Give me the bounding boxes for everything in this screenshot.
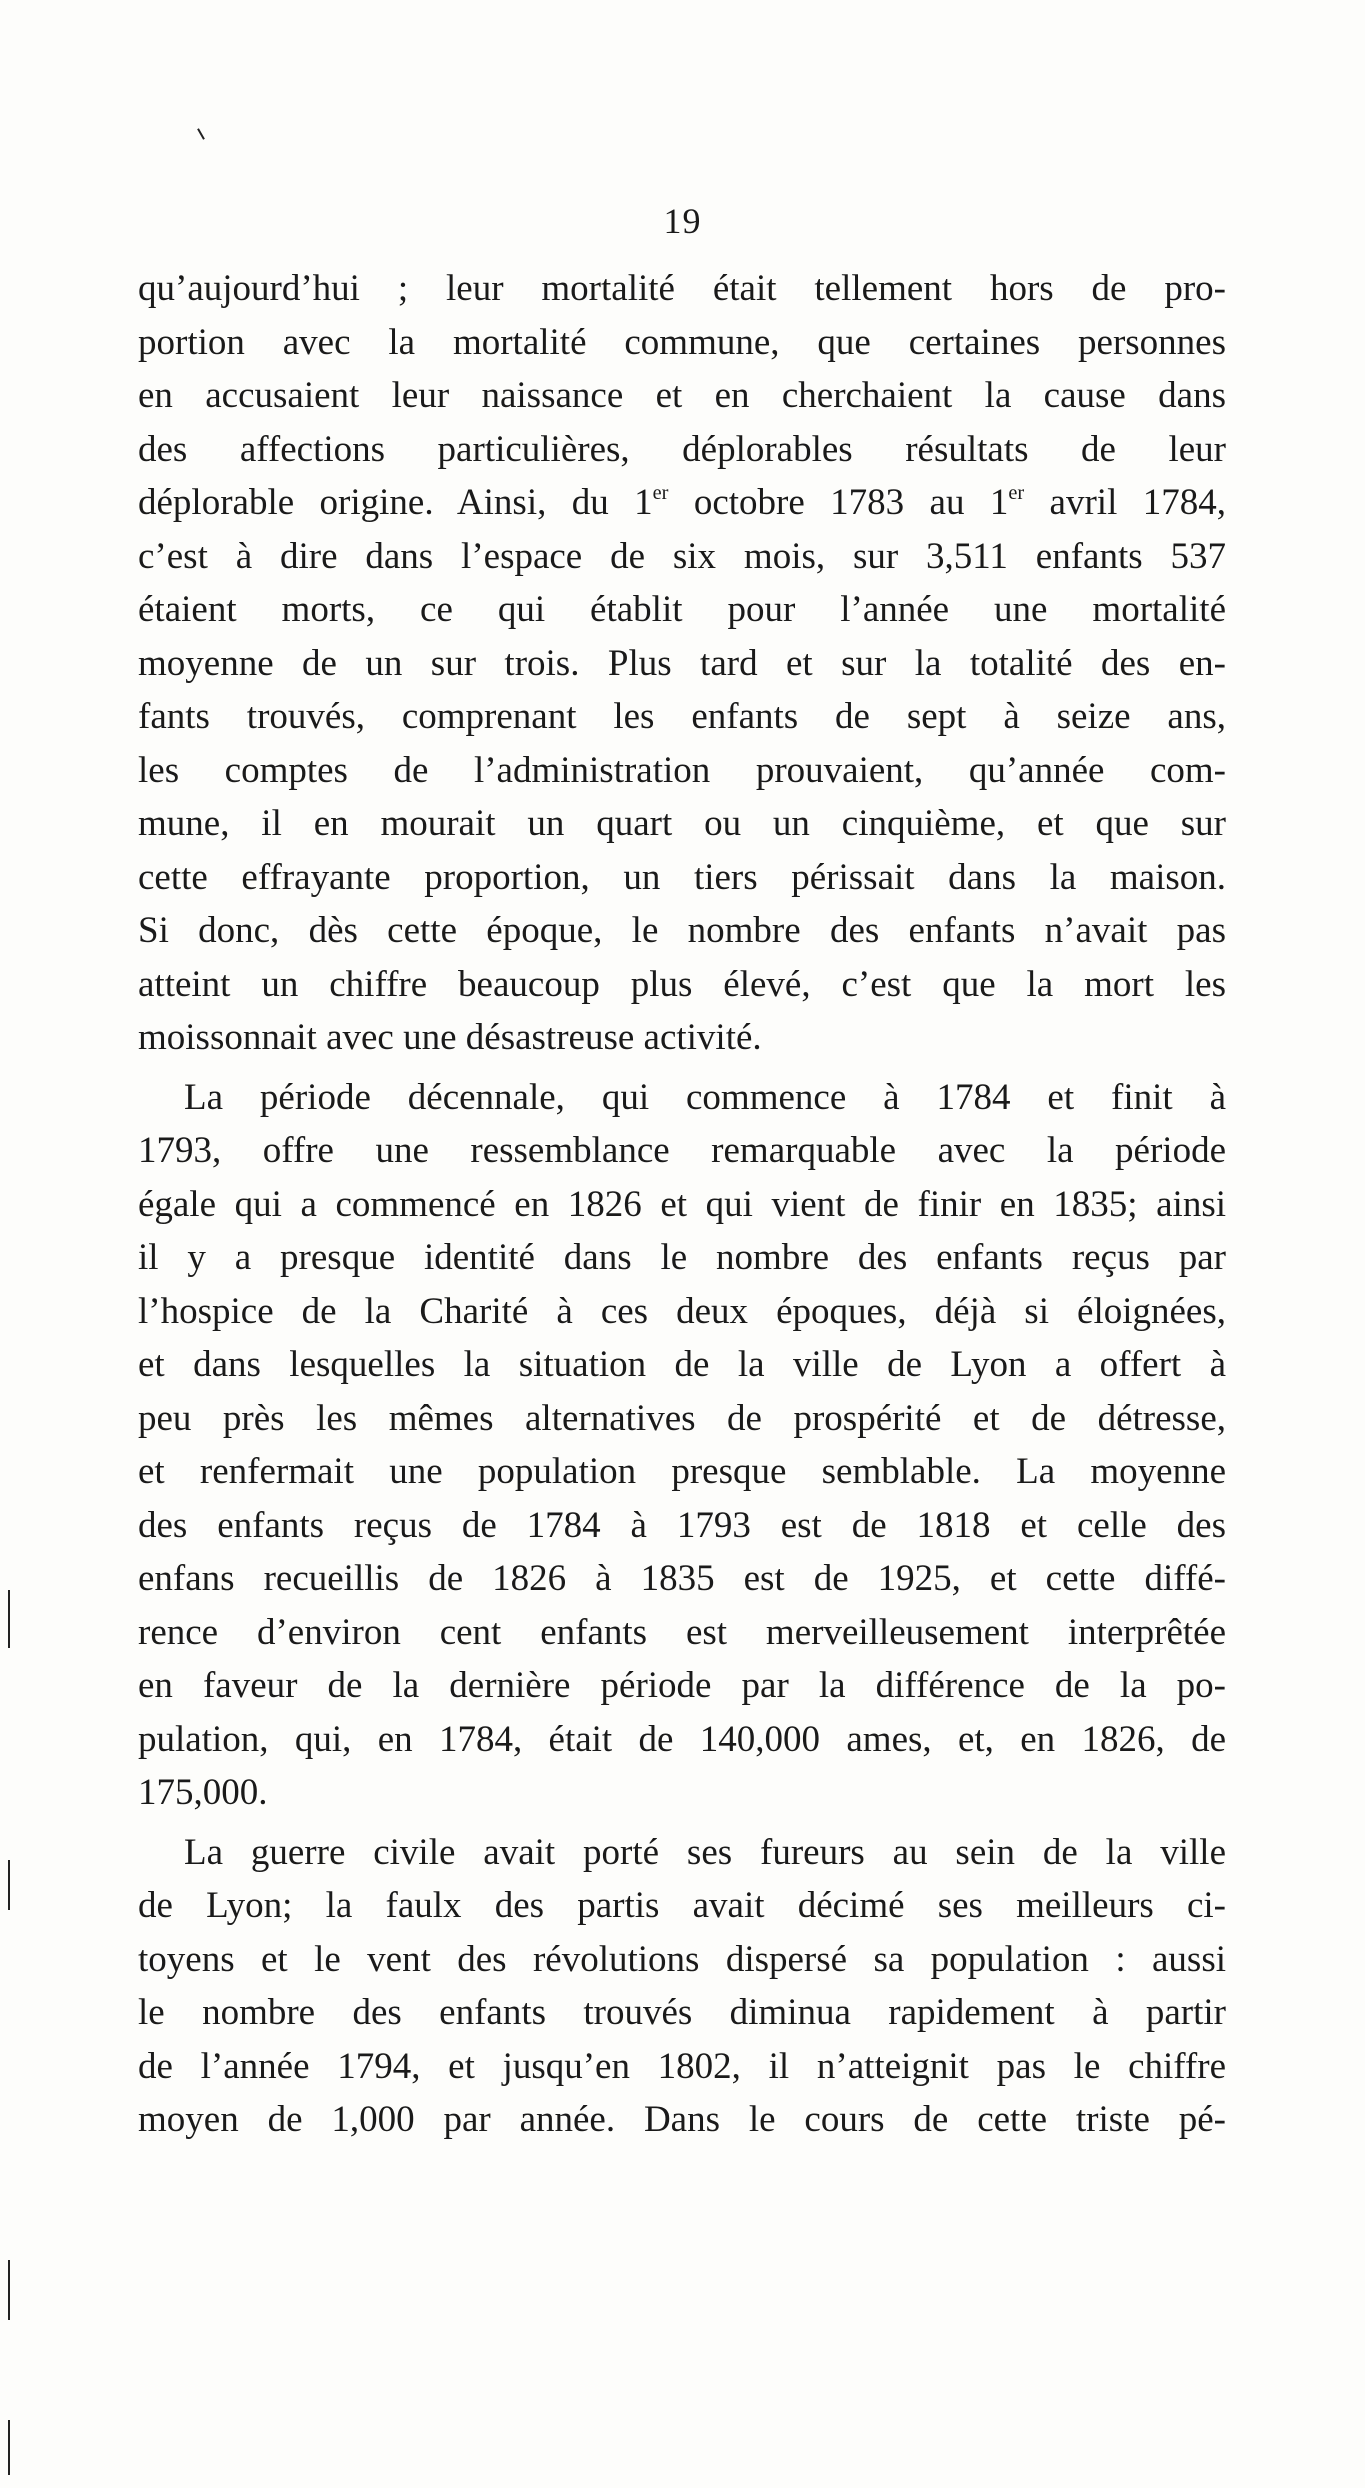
text-line: pulation, qui, en 1784, était de 140,000 ames, et, en 1826, de (138, 1718, 1226, 1760)
text-line: moissonnait avec une désastreuse activité. (138, 1017, 762, 1058)
text-line: qu’aujourd’hui ; leur mortalité était tellement hors de pro- (138, 268, 1226, 309)
superscript: er (1008, 481, 1025, 504)
scan-mark (8, 2420, 10, 2475)
text-line: égale qui a commencé en 1826 et qui vient de finir en 1835; ainsi (138, 1183, 1226, 1225)
text-line: toyens et le vent des révolutions dispersé sa population : aussi (138, 1938, 1226, 1980)
text-line: La guerre civile avait porté ses fureurs au sein de la ville (184, 1831, 1226, 1873)
text-line: en accusaient leur naissance et en cherchaient la cause dans (138, 375, 1226, 416)
text-line: des enfants reçus de 1784 à 1793 est de 1818 et celle des (138, 1504, 1226, 1546)
text-line: il y a presque identité dans le nombre des enfants reçus par (138, 1237, 1226, 1278)
line-segment: octobre 1783 au 1 (668, 482, 1009, 523)
body-text (138, 262, 1226, 2147)
text-line: Si donc, dès cette époque, le nombre des enfants n’avait pas (138, 910, 1226, 951)
text-line: mune, il en mourait un quart ou un cinquième, et que sur (138, 803, 1226, 844)
text-line: étaient morts, ce qui établit pour l’année une mortalité (138, 589, 1226, 630)
text-line: de Lyon; la faulx des partis avait décimé ses meilleurs ci- (138, 1885, 1226, 1926)
text-line: et dans lesquelles la situation de la ville de Lyon a offert à (138, 1344, 1226, 1385)
text-line-with-superscripts (138, 476, 1226, 530)
scan-mark (197, 128, 205, 139)
text-line: de l’année 1794, et jusqu’en 1802, il n’atteignit pas le chiffre (138, 2045, 1226, 2087)
text-line: rence d’environ cent enfants est merveilleusement interprêtée (138, 1611, 1226, 1653)
text-line: en faveur de la dernière période par la différence de la po- (138, 1665, 1226, 1706)
text-line: et renfermait une population presque semblable. La moyenne (138, 1451, 1226, 1492)
text-line: enfans recueillis de 1826 à 1835 est de 1925, et cette diffé- (138, 1558, 1226, 1599)
text-line: les comptes de l’administration prouvaient, qu’année com- (138, 749, 1226, 791)
page-number: 19 (663, 201, 702, 241)
line-segment: avril 1784, (1024, 482, 1226, 523)
text-line: moyen de 1,000 par année. Dans le cours de cette triste pé- (138, 2099, 1226, 2140)
text-line: portion avec la mortalité commune, que certaines personnes (138, 321, 1226, 363)
text-line: atteint un chiffre beaucoup plus élevé, c’est que la mort les (138, 963, 1226, 1005)
scan-mark (8, 1590, 10, 1648)
text-line: 1793, offre une ressemblance remarquable avec la période (138, 1130, 1226, 1171)
scan-mark (8, 2260, 10, 2320)
text-line: La période décennale, qui commence à 1784 et finit à (184, 1076, 1226, 1118)
scan-mark (8, 1860, 10, 1910)
text-line: 175,000. (138, 1772, 268, 1813)
text-line: peu près les mêmes alternatives de prospérité et de détresse, (138, 1397, 1226, 1439)
line-segment: déplorable origine. Ainsi, du 1 (138, 482, 653, 523)
text-line: fants trouvés, comprenant les enfants de sept à seize ans, (138, 696, 1226, 737)
text-line: moyenne de un sur trois. Plus tard et sur la totalité des en- (138, 642, 1226, 684)
text-line: des affections particulières, déplorables résultats de leur (138, 428, 1226, 470)
text-line: cette effrayante proportion, un tiers périssait dans la maison. (138, 856, 1226, 898)
text-line: le nombre des enfants trouvés diminua rapidement à partir (138, 1992, 1226, 2033)
text-line: c’est à dire dans l’espace de six mois, sur 3,511 enfants 537 (138, 535, 1226, 577)
superscript: er (652, 481, 669, 504)
text-line: l’hospice de la Charité à ces deux époques, déjà si éloignées, (138, 1290, 1226, 1332)
